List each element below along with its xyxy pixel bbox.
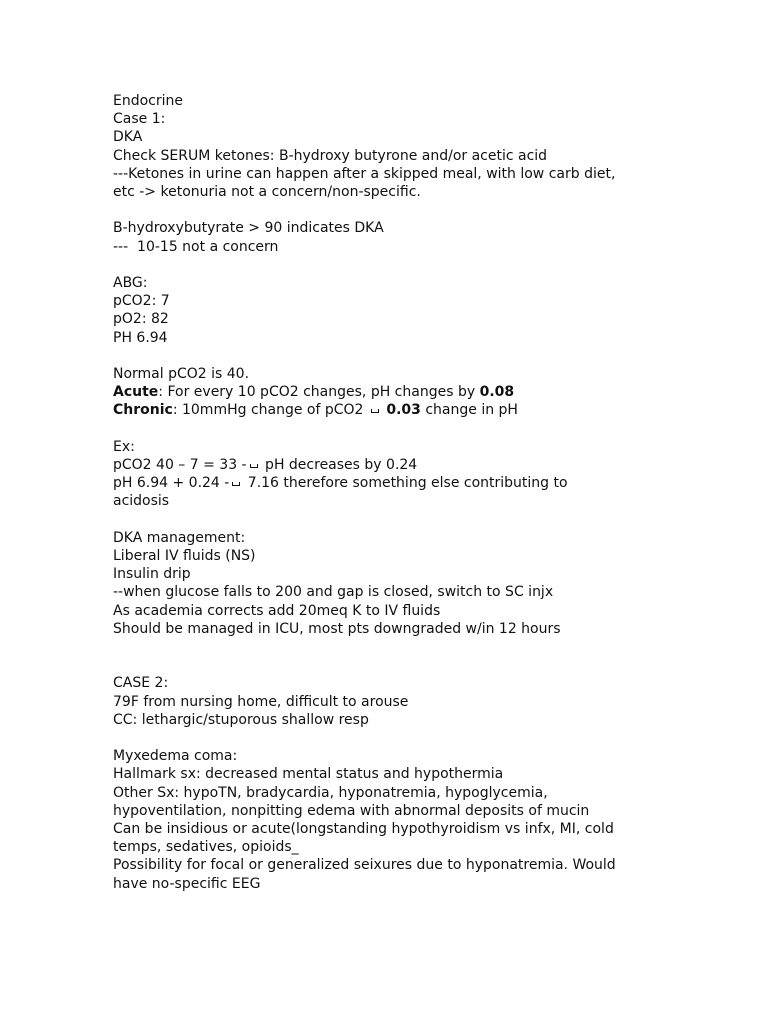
bold-value: 0.03 (386, 402, 421, 419)
blank-line (113, 256, 713, 274)
text-line: Should be managed in ICU, most pts downgraded w/in 12 hours (113, 620, 561, 637)
text-span: change in pH (420, 402, 518, 419)
text-line: Hallmark sx: decreased mental status and hypothermia (113, 766, 504, 783)
text-line: Liberal IV fluids (NS) (113, 548, 256, 564)
text-line: hypoventilation, nonpitting edema with abnormal deposits of mucin (113, 802, 590, 819)
text-line: Possibility for focal or generalized seixures due to hyponatremia. Would (113, 857, 616, 874)
text-line: etc -> ketonuria not a concern/non-specific. (113, 184, 421, 201)
blank-line (113, 420, 713, 438)
text-line: CC: lethargic/stuporous shallow resp (113, 711, 369, 728)
text-line: pO2: 82 (113, 311, 169, 328)
text-line: B-hydroxybutyrate > 90 indicates DKA (113, 220, 384, 237)
text-line (113, 474, 713, 492)
text-line (113, 401, 713, 419)
text-line: DKA (113, 129, 143, 146)
text-line: Ex: (113, 438, 135, 455)
document-page (113, 92, 713, 893)
text-line: temps, sedatives, opioids_ (113, 839, 299, 856)
text-line: Can be insidious or acute(longstanding hypothyroidism vs infx, MI, cold (113, 821, 614, 838)
text-line: 79F from nursing home, difficult to arouse (113, 693, 409, 710)
text-line: Other Sx: hypoTN, bradycardia, hyponatremia, hypoglycemia, (113, 784, 548, 801)
text-line: Insulin drip (113, 566, 191, 583)
blank-line (113, 511, 713, 529)
bold-term: Acute (113, 384, 159, 401)
text-line: --when glucose falls to 200 and gap is closed, switch to SC injx (113, 584, 554, 601)
text-span: : For every 10 pCO2 changes, pH changes by (158, 384, 480, 401)
case-heading: Case 1: (113, 111, 166, 128)
text-line: --- 10-15 not a concern (113, 238, 279, 255)
text-line: PH 6.94 (113, 329, 168, 346)
text-line: ABG: (113, 275, 148, 291)
text-span: pCO2 40 – 7 = 33 - (113, 457, 247, 473)
bold-term: Chronic (113, 402, 173, 419)
text-span: pH 6.94 + 0.24 - (113, 475, 230, 492)
missing-glyph-icon (370, 405, 380, 415)
text-line (113, 383, 713, 401)
text-line: ---Ketones in urine can happen after a skipped meal, with low carb diet, (113, 165, 616, 182)
text-line: acidosis (113, 493, 170, 510)
text-span: 7.16 therefore something else contributing to (243, 475, 568, 492)
text-line: have no-specific EEG (113, 875, 261, 892)
blank-line (113, 638, 713, 674)
text-line: Normal pCO2 is 40. (113, 366, 250, 382)
subheading: DKA management: (113, 529, 246, 546)
text-line: As academia corrects add 20meq K to IV fluids (113, 602, 441, 619)
case-heading: CASE 2: (113, 675, 169, 692)
blank-line (113, 201, 713, 219)
subheading: Myxedema coma: (113, 748, 238, 765)
missing-glyph-icon (249, 460, 259, 470)
section-title: Endocrine (113, 93, 183, 109)
text-line: Check SERUM ketones: B-hydroxy butyrone and/or acetic acid (113, 147, 548, 164)
blank-line (113, 347, 713, 365)
text-line (113, 456, 713, 474)
blank-line (113, 729, 713, 747)
text-line: pCO2: 7 (113, 293, 170, 310)
missing-glyph-icon (231, 478, 241, 488)
text-span: : 10mmHg change of pCO2 (172, 402, 368, 419)
bold-value: 0.08 (479, 384, 515, 401)
text-span: pH decreases by 0.24 (260, 457, 418, 473)
